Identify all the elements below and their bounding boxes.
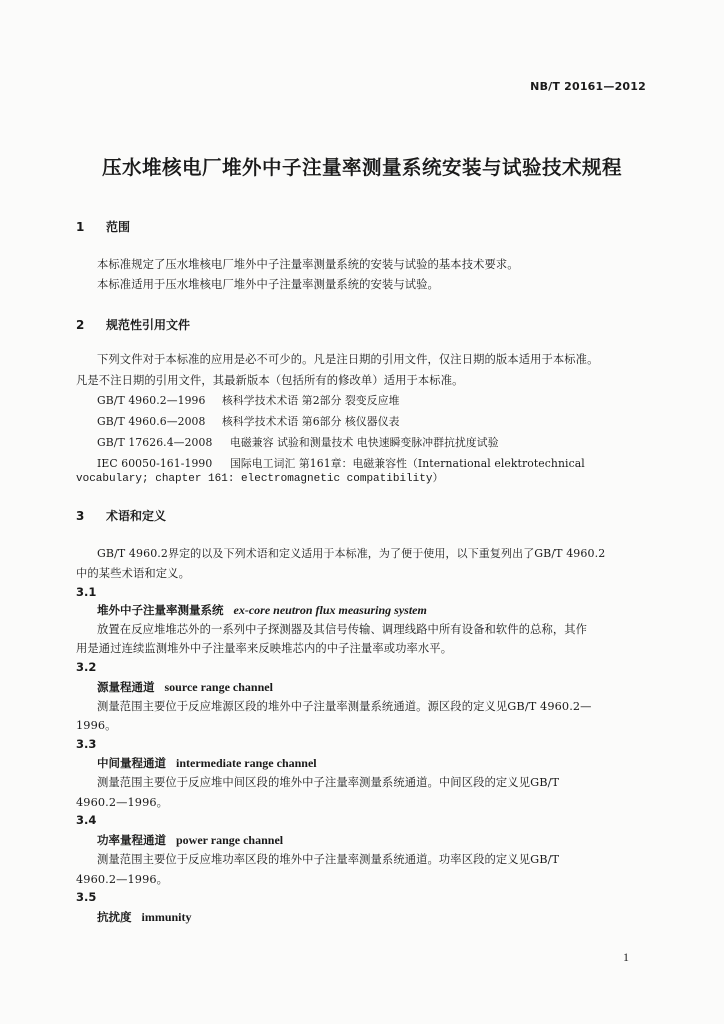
term-english: ex-core neutron flux measuring system [233, 603, 427, 617]
term-heading [97, 602, 427, 618]
section-2-intro-line-2: 凡是不注日期的引用文件，其最新版本（包括所有的修改单）适用于本标准。 [76, 374, 464, 387]
term-definition-line-2: 1996。 [76, 719, 117, 732]
section-1-number: 1 [76, 220, 85, 234]
reference-item [97, 435, 499, 450]
section-2-heading [76, 316, 190, 333]
term-heading [97, 909, 192, 925]
clause-number: 3.4 [76, 813, 97, 827]
term-definition-line-2: 用是通过连续监测堆外中子注量率来反映堆芯内的中子注量率或功率水平。 [76, 642, 453, 655]
reference-iec-continuation: vocabulary; chapter 161: electromagnetic compatibility） [76, 473, 444, 485]
section-1-paragraph-2: 本标准适用于压水堆核电厂堆外中子注量率测量系统的安装与试验。 [97, 278, 439, 291]
section-2-title: 规范性引用文件 [106, 318, 191, 332]
reference-item [97, 393, 400, 408]
section-3-heading [76, 507, 166, 524]
reference-code: GB/T 17626.4—2008 [97, 436, 213, 449]
reference-item [97, 414, 400, 429]
term-english: immunity [141, 910, 192, 924]
term-definition-line-2: 4960.2—1996。 [76, 873, 169, 886]
reference-title: 电磁兼容 试验和测量技术 电快速瞬变脉冲群抗扰度试验 [230, 436, 499, 449]
reference-title: 核科学技术术语 第6部分 核仪器仪表 [222, 415, 400, 428]
term-heading [97, 755, 317, 771]
section-3-intro-line-2: 中的某些术语和定义。 [76, 567, 190, 580]
reference-title: 国际电工词汇 第161章：电磁兼容性（International elektrotechnical [230, 457, 585, 470]
term-english: source range channel [164, 680, 273, 694]
standard-code: NB/T 20161—2012 [530, 80, 646, 93]
section-1-heading [76, 218, 130, 235]
clause-number: 3.2 [76, 660, 97, 674]
term-heading [97, 679, 273, 695]
term-definition-line-2: 4960.2—1996。 [76, 796, 169, 809]
term-english: power range channel [176, 833, 284, 847]
term-chinese: 源量程通道 [97, 680, 155, 694]
page-number: 1 [623, 950, 629, 964]
term-definition-line-1: 测量范围主要位于反应堆功率区段的堆外中子注量率测量系统通道。功率区段的定义见GB/T [97, 853, 560, 866]
clause-number: 3.5 [76, 890, 97, 904]
term-definition-line-1: 测量范围主要位于反应堆中间区段的堆外中子注量率测量系统通道。中间区段的定义见GB/T [97, 776, 560, 789]
term-english: intermediate range channel [176, 756, 317, 770]
term-chinese: 中间量程通道 [97, 756, 166, 770]
term-chinese: 功率量程通道 [97, 833, 166, 847]
term-definition-line-1: 放置在反应堆堆芯外的一系列中子探测器及其信号传输、调理线路中所有设备和软件的总称，其作 [97, 623, 588, 636]
clause-number: 3.1 [76, 585, 97, 599]
section-1-paragraph-1: 本标准规定了压水堆核电厂堆外中子注量率测量系统的安装与试验的基本技术要求。 [97, 258, 519, 271]
section-3-number: 3 [76, 509, 85, 523]
section-1-title: 范围 [106, 220, 131, 234]
term-chinese: 抗扰度 [97, 910, 132, 924]
page-title: 压水堆核电厂堆外中子注量率测量系统安装与试验技术规程 [101, 156, 622, 179]
reference-code: GB/T 4960.6—2008 [97, 415, 206, 428]
section-3-intro-line-1: GB/T 4960.2界定的以及下列术语和定义适用于本标准，为了便于使用，以下重复列出了GB/T 4960.2 [97, 547, 606, 560]
term-chinese: 堆外中子注量率测量系统 [97, 603, 224, 617]
clause-number: 3.3 [76, 737, 97, 751]
section-2-number: 2 [76, 318, 85, 332]
section-3-title: 术语和定义 [106, 509, 167, 523]
reference-code: GB/T 4960.2—1996 [97, 394, 206, 407]
section-2-intro-line-1: 下列文件对于本标准的应用是必不可少的。凡是注日期的引用文件，仅注日期的版本适用于本标准。 [97, 353, 599, 366]
reference-code: IEC 60050-161-1990 [97, 457, 213, 470]
term-heading [97, 832, 283, 848]
term-definition-line-1: 测量范围主要位于反应堆源区段的堆外中子注量率测量系统通道。源区段的定义见GB/T 4960.2— [97, 700, 592, 713]
reference-title: 核科学技术术语 第2部分 裂变反应堆 [222, 394, 400, 407]
